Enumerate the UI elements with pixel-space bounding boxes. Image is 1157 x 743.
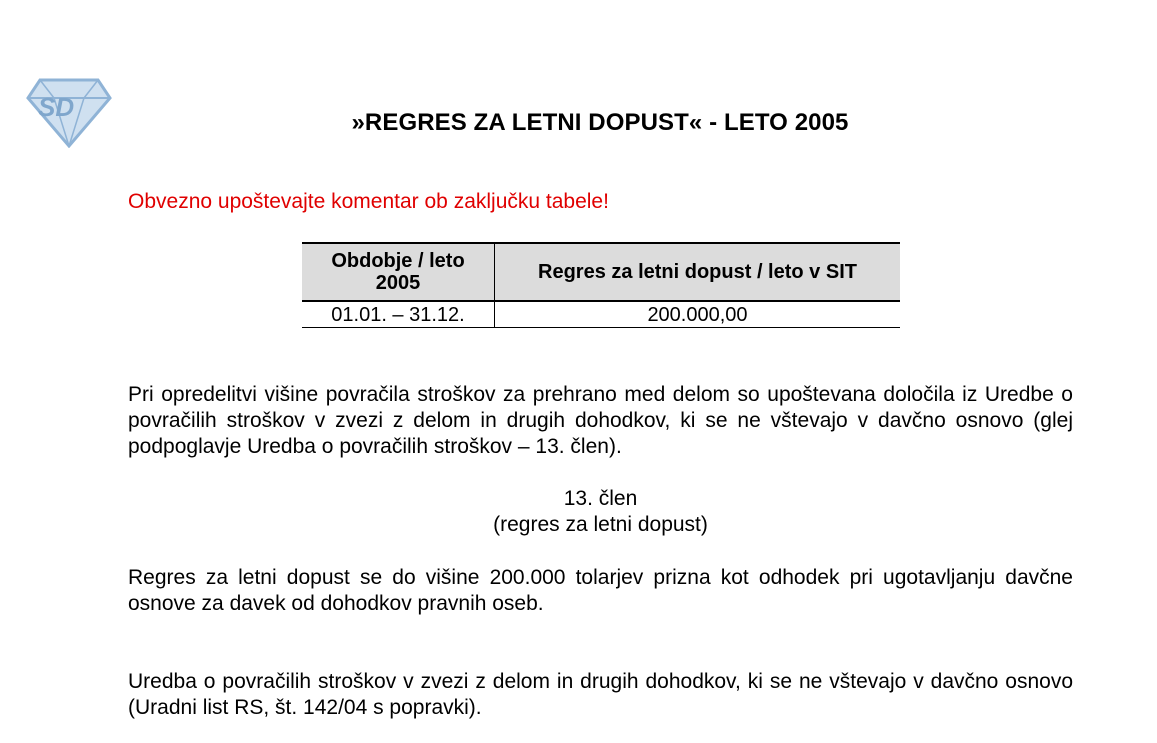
paragraph-source: Uredba o povračilih stroškov v zvezi z delom in drugih dohodkov, ki se ne vštevajo v davčno osnovo (Uradni list RS, št. 142/04 s popravki).: [128, 670, 1073, 719]
article-heading: [128, 486, 1073, 538]
article-number: 13. člen: [563, 487, 638, 510]
regres-table: [302, 242, 900, 328]
paragraph-intro: Pri opredelitvi višine povračila stroškov za prehrano med delom so upoštevana določila iz Uredbe o povračilih stroškov v zvezi z delom in drugih dohodkov, ki se ne vštevajo v davčno osnovo (glej podpoglavje Uredba o povračilih stroškov – 13. člen).: [128, 383, 1073, 458]
paragraph-article-text: Regres za letni dopust se do višine 200.000 tolarjev prizna kot odhodek pri ugotavljanju davčne osnove za davek od dohodkov pravnih oseb.: [128, 566, 1073, 615]
svg-text:SD: SD: [38, 92, 75, 122]
cell-amount: 200.000,00: [495, 301, 901, 328]
page-title: »REGRES ZA LETNI DOPUST« - LETO 2005: [351, 109, 849, 136]
article-subtitle: (regres za letni dopust): [493, 513, 708, 536]
cell-period: 01.01. – 31.12.: [302, 301, 495, 328]
column-header-amount: Regres za letni dopust / leto v SIT: [495, 243, 901, 301]
warning-note: Obvezno upoštevajte komentar ob zaključku tabele!: [128, 190, 609, 213]
column-header-period: Obdobje / leto 2005: [302, 243, 495, 301]
table-header-row: [302, 243, 900, 301]
table-row: [302, 301, 900, 328]
